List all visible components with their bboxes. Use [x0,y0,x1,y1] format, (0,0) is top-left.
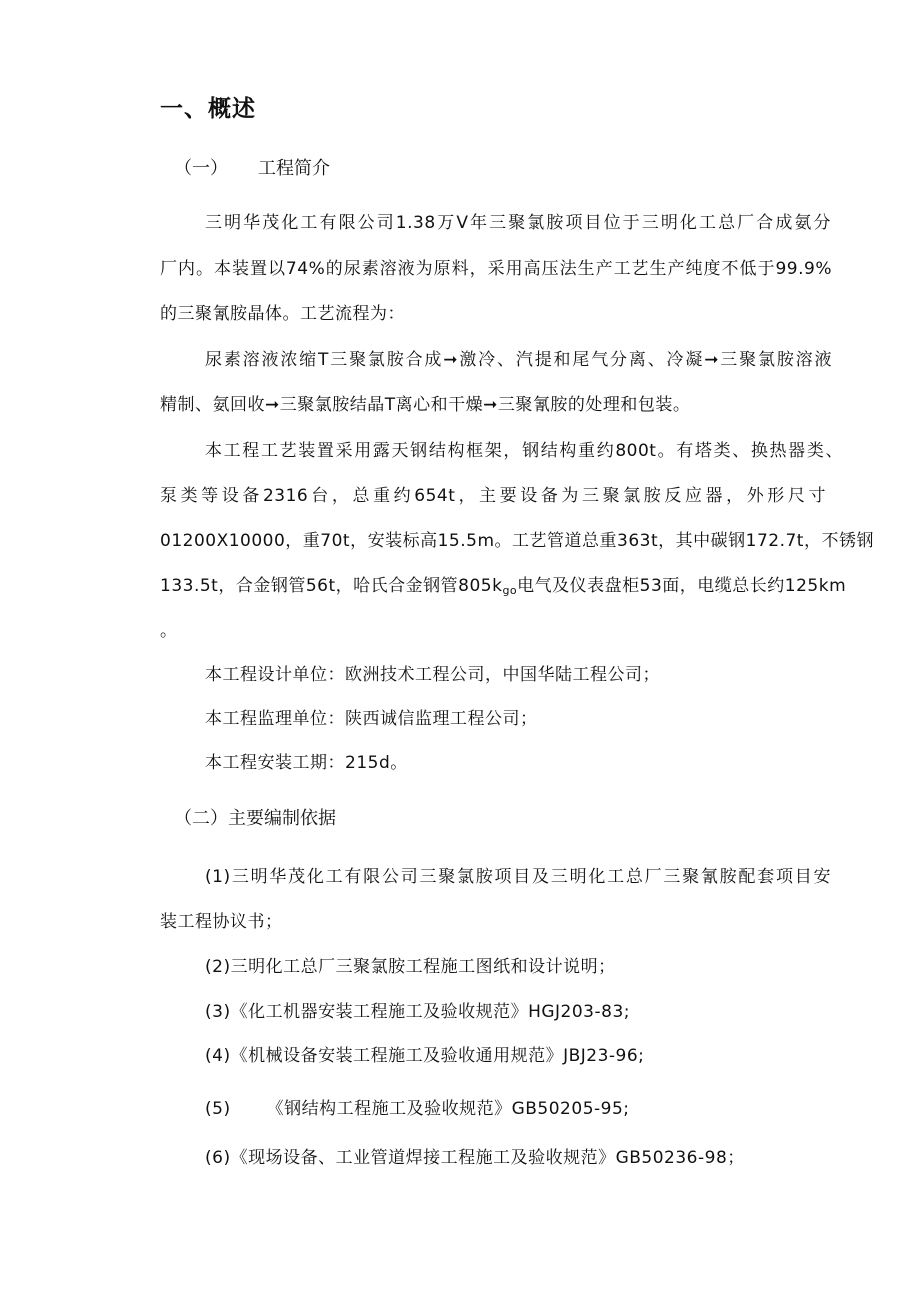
reference-5 [205,1097,630,1121]
unit-subscript: go [502,584,518,597]
reference-6: (6)《现场设备、工业管道焊接工程施工及验收规范》GB50236-98； [205,1148,745,1168]
para3-line4-start: 133.5t，合金钢管56t，哈氏合金钢管$805k_{go}$ [160,576,518,597]
reference-1-line1: (1)三明华茂化工有限公司三聚氯胺项目及三明化工总厂三聚氰胺配套项目安 [205,867,831,887]
para1-line1: 三明华茂化工有限公司1.38万V年三聚氯胺项目位于三明化工总厂合成氨分 [205,213,831,233]
para3-line4 [160,574,847,598]
para2-line2: 精制、氨回收➞三聚氯胺结晶T离心和干燥➞三聚氰胺的处理和包装。 [160,395,691,415]
subsection-heading-1 [174,156,330,182]
reference-1-line2: 装工程协议书； [160,912,283,932]
para3-line4-end: 电气及仪表盘柜53面，电缆总长约125km [517,576,847,596]
reference-4: (4)《机械设备安装工程施工及验收通用规范》JBJ23-96; [205,1046,645,1066]
subsection-number: （一） [174,158,228,179]
para3-line2: 泵类等设备2316台，总重约654t，主要设备为三聚氯胺反应器，外形尺寸 [160,486,826,506]
reference-5-text: 《钢结构工程施工及验收规范》GB50205-95; [266,1099,630,1119]
reference-5-number: (5) [205,1099,231,1119]
para3-line1: 本工程工艺装置采用露天钢结构框架，钢结构重约800t。有塔类、换热器类、 [205,441,843,461]
reference-3: (3)《化工机器安装工程施工及验收规范》HGJ203-83; [205,1002,630,1022]
supervision-unit: 本工程监理单位：陕西诚信监理工程公司； [205,709,538,729]
section-heading: 一、概述 [160,96,256,122]
install-period: 本工程安装工期：215d。 [205,753,408,773]
para3-line3: 01200X10000，重70t，安装标高15.5m。工艺管道总重363t，其中碳钢172.7t，不锈钢 [160,531,874,551]
para3-line5: 。 [160,621,178,641]
subsection-heading-2: （二）主要编制依据 [174,808,336,829]
subsection-title: 工程简介 [258,158,330,179]
para1-line2: 厂内。本装置以74%的尿素溶液为原料，采用高压法生产工艺生产纯度不低于99.9% [160,259,832,279]
design-unit: 本工程设计单位：欧洲技术工程公司，中国华陆工程公司； [205,665,660,685]
reference-2: (2)三明化工总厂三聚氯胺工程施工图纸和设计说明； [205,957,616,977]
para2-line1: 尿素溶液浓缩T三聚氯胺合成➞激冷、汽提和尾气分离、冷凝➞三聚氯胺溶液 [205,350,832,370]
para1-line3: 的三聚氰胺晶体。工艺流程为： [160,304,405,324]
